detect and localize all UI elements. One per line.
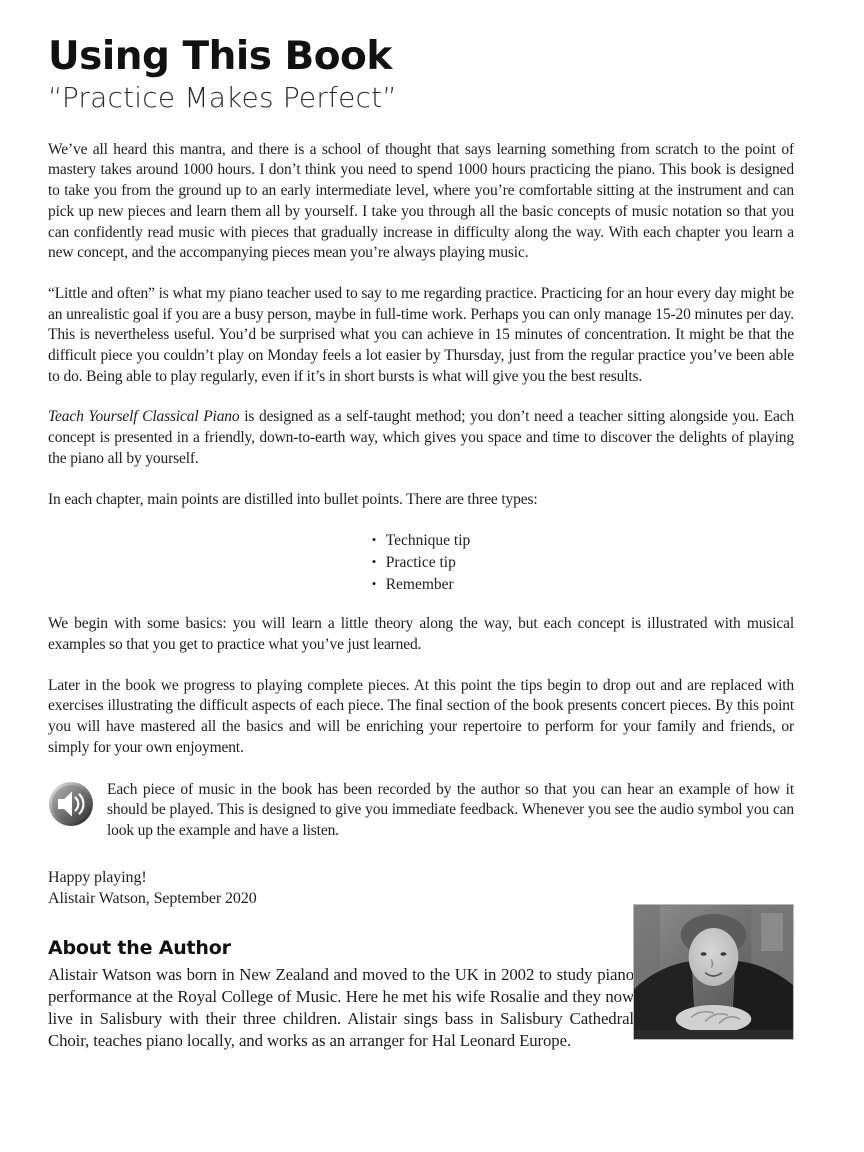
page-title: Using This Book — [48, 34, 392, 79]
closing-line1: Happy playing! — [48, 868, 147, 886]
bullet-item-remember: • Remember — [372, 574, 471, 596]
audio-note-row — [48, 780, 794, 842]
bullet-intro-paragraph: In each chapter, main points are distilled into bullet points. There are three types: — [48, 490, 538, 508]
tip-type-list — [372, 530, 471, 595]
author-portrait-photo — [633, 904, 794, 1040]
bullet-item-practice-tip: • Practice tip — [372, 552, 471, 574]
book-title-italic: Teach Yourself Classical Piano — [48, 408, 240, 426]
intro-paragraph: We’ve all heard this mantra, and there is a school of thought that says learning something from scratch to the point of mastery takes around 1000 hours. I don’t think you need to spend 1000 hours practicing the piano. This book is designed to take you from the ground up to an early intermediate level, where you’re comfortable sitting at the instrument and can pick up new pieces and learn them all by yourself. I take you through all the basic concepts of music notation so that you can confidently read music with pieces that gradually increase in difficulty along the way. With each chapter you learn a new concept, and the accompanying pieces mean you’re always playing music. — [48, 140, 794, 262]
bullet-item-technique-tip: • Technique tip — [372, 530, 471, 552]
little-and-often-paragraph: “Little and often” is what my piano teacher used to say to me regarding practice. Practicing for an hour every day might be an unrealistic goal if you are a busy person, maybe in full-time work. Perhaps you can only manage 15-20 minutes per day. This is nevertheless useful. You’d be surprised what you can achieve in 15 minutes of concentration. It might be that the difficult piece you couldn’t play on Monday feels a lot easier by Thursday, just from the regular practice you’ve been able to do. Being able to play regularly, even if it’s in short bursts is what will give you the best results. — [48, 284, 794, 385]
closing-and-about-section — [48, 867, 794, 1053]
basics-paragraph: We begin with some basics: you will learn a little theory along the way, but each concept is illustrated with musical examples so that you get to practice what you’ve just learned. — [48, 615, 794, 654]
about-author-heading: About the Author — [48, 936, 231, 959]
about-author-text: Alistair Watson was born in New Zealand and moved to the UK in 2002 to study piano performance at the Royal College of Music. Here he met his wife Rosalie and they now live in Salisbury with their three children. Alistair sings bass in Salisbury Cathedral Choir, teaches piano locally, and works as an arranger for Hal Leonard Europe. — [48, 964, 634, 1051]
audio-note-text: Each piece of music in the book has been recorded by the author so that you can hear an example of how it should be played. This is designed to give you immediate feedback. Whenever you see the audio symbol you can look up the example and have a listen. — [107, 780, 794, 839]
page-subtitle: “Practice Makes Perfect” — [48, 81, 398, 115]
later-paragraph: Later in the book we progress to playing complete pieces. At this point the tips begin to drop out and are replaced with exercises illustrating the difficult aspects of each piece. The final section of the book presents concert pieces. By this point you will have mastered all the basics and will be enriching your repertoire to perform for your family and friends, or simply for your own enjoyment. — [48, 676, 794, 756]
closing-line2: Alistair Watson, September 2020 — [48, 890, 257, 908]
self-taught-paragraph — [48, 407, 794, 469]
self-taught-rest: is designed as a self-taught method; you don’t need a teacher sitting alongside you. Each concept is presented in a friendly, down-to-earth way, which gives you space and time to discover the delights of playing the piano all by yourself. — [48, 408, 795, 467]
speaker-audio-icon — [48, 781, 94, 827]
